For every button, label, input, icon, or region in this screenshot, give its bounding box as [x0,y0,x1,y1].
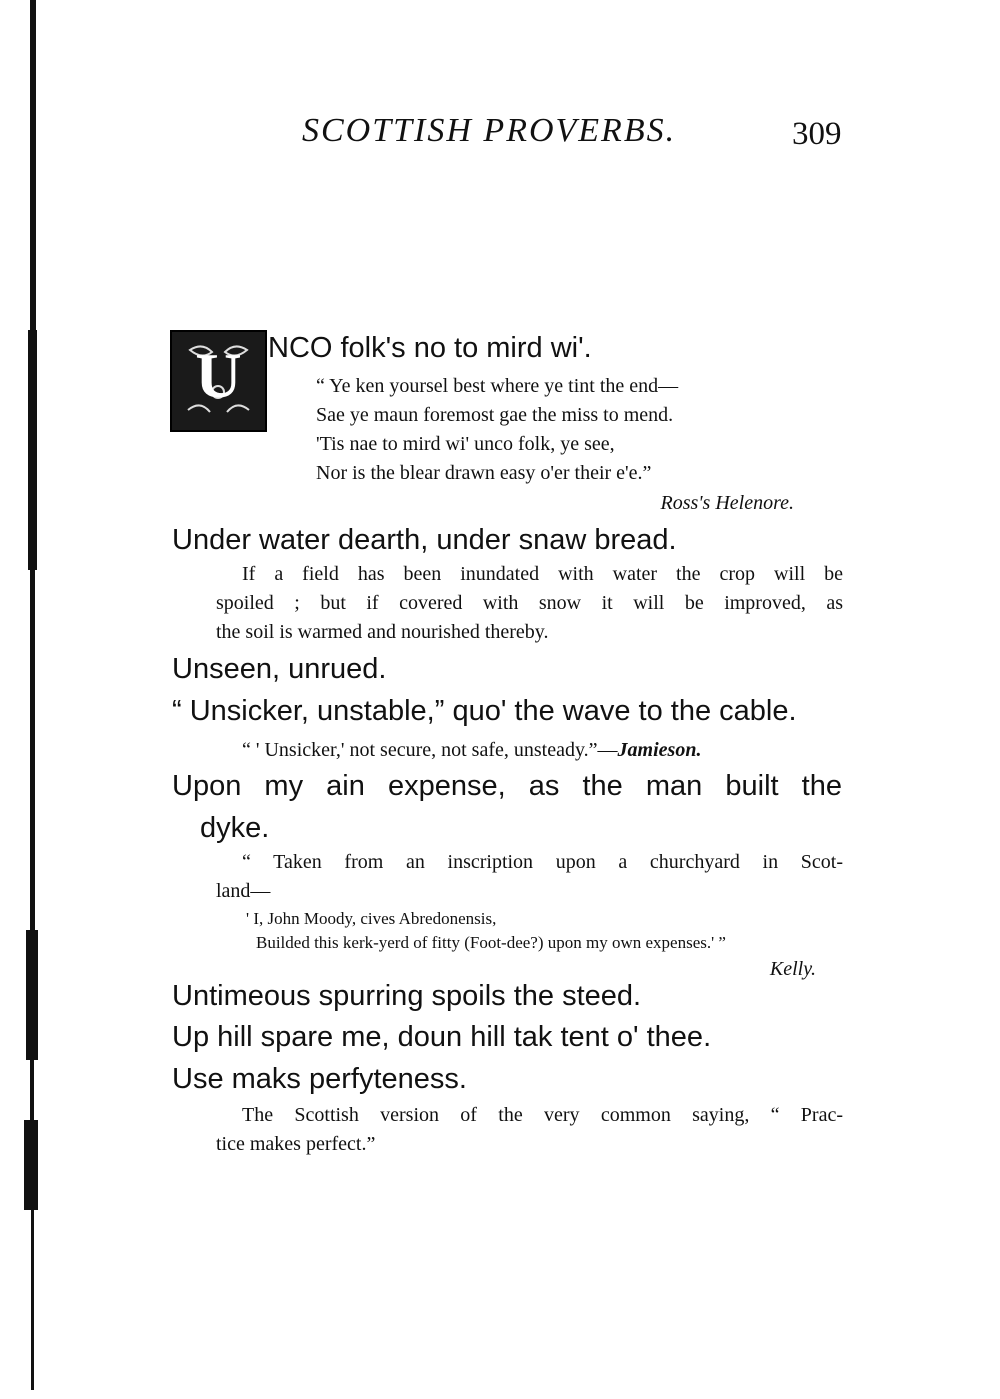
note-line: the soil is warmed and nourished thereby. [216,621,549,643]
proverb-upon-my-ain-cont: dyke. [200,812,270,844]
note-line: The Scottish version of the very common saying, “ Prac- [242,1104,843,1126]
note-line: spoiled ; but if covered with snow it will be improved, as [216,592,843,614]
note-jamieson [242,739,701,762]
proverb-up-hill: Up hill spare me, doun hill tak tent o' thee. [172,1021,712,1053]
note-text: “ ' Unsicker,' not secure, not safe, unsteady.”— [242,739,618,761]
ornamental-drop-cap [170,330,267,432]
attribution-jamieson: Jamieson. [617,739,702,761]
note-line: land— [216,880,271,902]
proverb-unsicker: “ Unsicker, unstable,” quo' the wave to the cable. [172,695,797,727]
quote-line: ' I, John Moody, cives Abredonensis, [246,909,497,928]
note-line: If a field has been inundated with water the crop will be [242,563,843,585]
page-number: 309 [792,116,842,152]
quote-line: Builded this kerk-yerd of fitty (Foot-dee?) upon my own expenses.' ” [256,933,726,952]
proverb-untimeous: Untimeous spurring spoils the steed. [172,980,642,1012]
note-line: “ Taken from an inscription upon a churchyard in Scot- [242,851,843,873]
binding-edge-shadow [28,0,40,1390]
drop-cap-letter: U [195,340,242,411]
note-line: tice makes perfect.” [216,1133,376,1155]
proverb-under-water: Under water dearth, under snaw bread. [172,524,677,556]
proverb-use-maks: Use maks perfyteness. [172,1063,467,1095]
verse-line-3: 'Tis nae to mird wi' unco folk, ye see, [316,433,615,455]
attribution-kelly: Kelly. [769,958,816,980]
attribution-ross: Ross's Helenore. [660,492,794,514]
proverb-unco-folk: NCO folk's no to mird wi'. [268,332,592,364]
page-header [0,112,1000,156]
verse-line-2: Sae ye maun foremost gae the miss to mend. [316,404,674,426]
verse-line-1: “ Ye ken yoursel best where ye tint the end— [316,375,679,397]
verse-line-4: Nor is the blear drawn easy o'er their e'e.” [316,462,652,484]
proverb-upon-my-ain: Upon my ain expense, as the man built the [172,770,842,802]
proverb-unseen: Unseen, unrued. [172,653,387,685]
running-title: SCOTTISH PROVERBS. [302,112,677,149]
